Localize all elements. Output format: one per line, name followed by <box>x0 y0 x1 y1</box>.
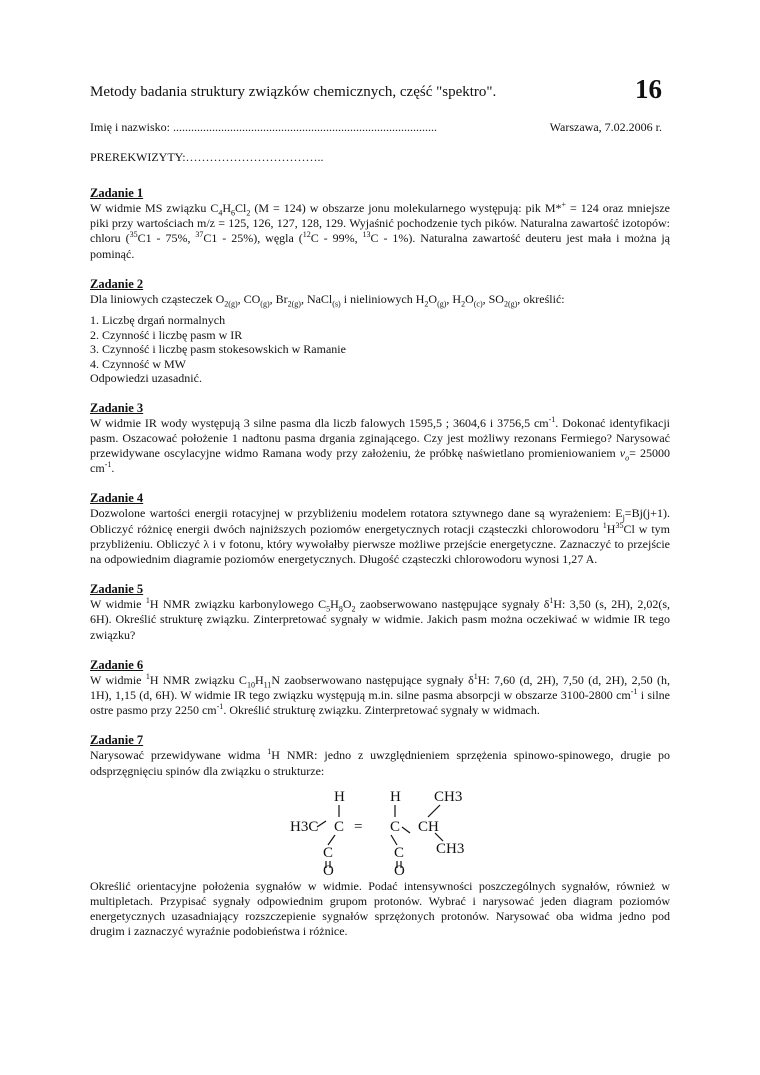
molecule-structure <box>290 785 490 875</box>
atom-o1: O <box>323 862 334 875</box>
task-6 <box>90 657 670 719</box>
task-text: Narysować przewidywane widma $^1$H NMR: jedno z uwzględnieniem sprzężenia spinowo-spinowego, drugie po odsprzęgnięciu spinów dla związku o strukturze: <box>90 747 670 778</box>
task-answer-note: Odpowiedzi uzasadnić. <box>90 371 202 386</box>
task-text: W widmie MS związku $C_4H_6Cl_2$ (M = 124) w obszarze jonu molekularnego występują: pik M*+ = 124 oraz mniejsze piki przy wartościach m/z = 125, 126, 127, 128, 129. Wyjaśnić pochodzenie tych pików. Naturalna zawartość izotopów: chloru ($^{35}$C1 - 75%, $^{37}$C1 - 25%), węgla ($^{12}$C - 99%, $^{13}$C - 1%). Naturalna zawartość deuteru jest mała i można ją pominąć. <box>90 200 671 261</box>
double-bond: = <box>354 818 363 835</box>
task-text: Dozwolone wartości energii rotacyjnej w przybliżeniu modelem rotatora sztywnego dane są wyrażeniem: $E_j=Bj(j+1)$. Obliczyć różnicę energii dwóch najniższych poziomów energetycznych rotacji cząsteczki chlorowodoru $^1H^{35}Cl$ w tym przybliżeniu. Obliczyć λ i v fotonu, który wywołałby pierwsze możliwe przejście energetyczne. Zaznaczyć to przejście na odpowiednim diagramie poziomów energetycznych. Długość cząsteczki chlorowodoru wynosi 1,27 A. <box>90 506 670 566</box>
atom-c2: C <box>390 818 401 835</box>
task-title: Zadanie 4 <box>90 491 144 506</box>
bond-c2-co <box>391 835 397 845</box>
atom-c3: C <box>323 844 334 861</box>
bond-c1-co <box>328 835 335 845</box>
task-7 <box>90 732 670 939</box>
task-title: Zadanie 3 <box>90 400 144 415</box>
name-field-label: Imię i nazwisko: ........................................................................................ <box>90 120 437 134</box>
atom-ch: CH <box>418 818 439 835</box>
bond-h3c-c <box>317 821 326 827</box>
task-text: W widmie $^1$H NMR związku karbonylowego $C_5H_8O_2$ zaobserwowano następujące sygnały $\delta^1H$: 3,50 (s, 2H), 2,02(s, 6H). Określić strukturę związku. Zinterpretować sygnały w widmie. Jakich pasm można oczekiwać w widmie IR tego związku? <box>90 596 670 642</box>
bond-ch-ch3 <box>435 833 443 841</box>
atom-o2: O <box>394 862 405 875</box>
task-4 <box>90 490 670 567</box>
task-title: Zadanie 2 <box>90 276 144 291</box>
header <box>90 72 670 112</box>
task-5 <box>90 581 670 643</box>
task-title: Zadanie 6 <box>90 657 144 672</box>
task-text: W widmie IR wody występują 3 silne pasma dla liczb falowych 1595,5 ; 3604,6 i 3756,5 $cm^{-1}$. Dokonać identyfikacji pasm. Oszacować położenie 1 nadtonu pasma drgania zginającego. Czy jest możliwy rezonans Fermiego? Narysować przewidywane oscylacyjne widmo Ramana wody przy założeniu, że próbkę naświetlano promieniowaniem $v_o= 25000$ $cm^{-1}$. <box>90 414 670 476</box>
list-item: 4. Czynność w MW <box>90 356 186 371</box>
atom-c4: C <box>394 844 405 861</box>
task-title: Zadanie 5 <box>90 582 144 597</box>
bond-ch3-top <box>428 805 440 817</box>
task-2 <box>90 276 670 386</box>
document-page <box>90 72 670 954</box>
worksheet-number: 16 <box>635 74 662 104</box>
task-title: Zadanie 7 <box>90 733 144 748</box>
atom-c1: C <box>334 818 345 835</box>
task-text-after-structure: Określić orientacyjne położenia sygnałów w widmie. Podać intensywności poszczególnych sygnałów, również w multipletach. Przypisać sygnały odpowiednim grupom protonów. Wybrać i narysować jeden diagram poziomów energetycznych uzasadniający rozszczepienie sygnałów sprzężonych protonów. Narysować oba widma jedno pod drugim i zaznaczyć wyraźnie podobieństwa i różnice. <box>90 878 670 939</box>
task-title: Zadanie 1 <box>90 186 144 200</box>
task-list <box>90 313 670 371</box>
document-title: Metody badania struktury związków chemicznych, część "spektro". <box>90 84 497 100</box>
list-item: 2. Czynność i liczbę pasm w IR <box>90 327 243 342</box>
atom-h2: H <box>390 788 401 805</box>
list-item: 3. Czynność i liczbę pasm stokesowskich w Ramanie <box>90 342 346 357</box>
prerequisites-line: PREREKWIZYTY:…………………………….. <box>90 150 324 164</box>
bond-c2-c3 <box>402 827 410 833</box>
atom-ch3-bottom: CH3 <box>436 840 465 857</box>
atom-h3c: H3C <box>290 818 319 835</box>
name-date-line <box>90 120 670 146</box>
date-label: Warszawa, 7.02.2006 r. <box>549 120 662 134</box>
atom-h1: H <box>334 788 345 805</box>
atom-ch3-top: CH3 <box>434 788 463 805</box>
task-3 <box>90 400 670 477</box>
task-text: W widmie $^1$H NMR związku $C_{10}H_{11}N$ zaobserwowano następujące sygnały $\delta^1H$: 7,60 (d, 2H), 7,50 (d, 2H), 2,50 (h, 1H), 1,15 (d, 6H). W widmie IR tego związku występują m.in. silne pasma absorpcji w obszarze 3100-2800 $cm^{-1}$ i silne ostre pasmo przy 2250 $cm^{-1}$. Określić strukturę związku. Zinterpretować sygnały w widmach. <box>90 671 671 718</box>
task-1 <box>90 185 670 262</box>
task-text: Dla liniowych cząsteczek $O_{2(g)}$, $CO_{(g)}$, $Br_{2(g)}$, NaCl$_{(s)}$ i nieliniowych $H_2O_{(g)}$, $H_2O_{(c)}$, $SO_{2(g)}$, określić: <box>90 291 565 309</box>
list-item: 1. Liczbę drgań normalnych <box>90 313 226 328</box>
